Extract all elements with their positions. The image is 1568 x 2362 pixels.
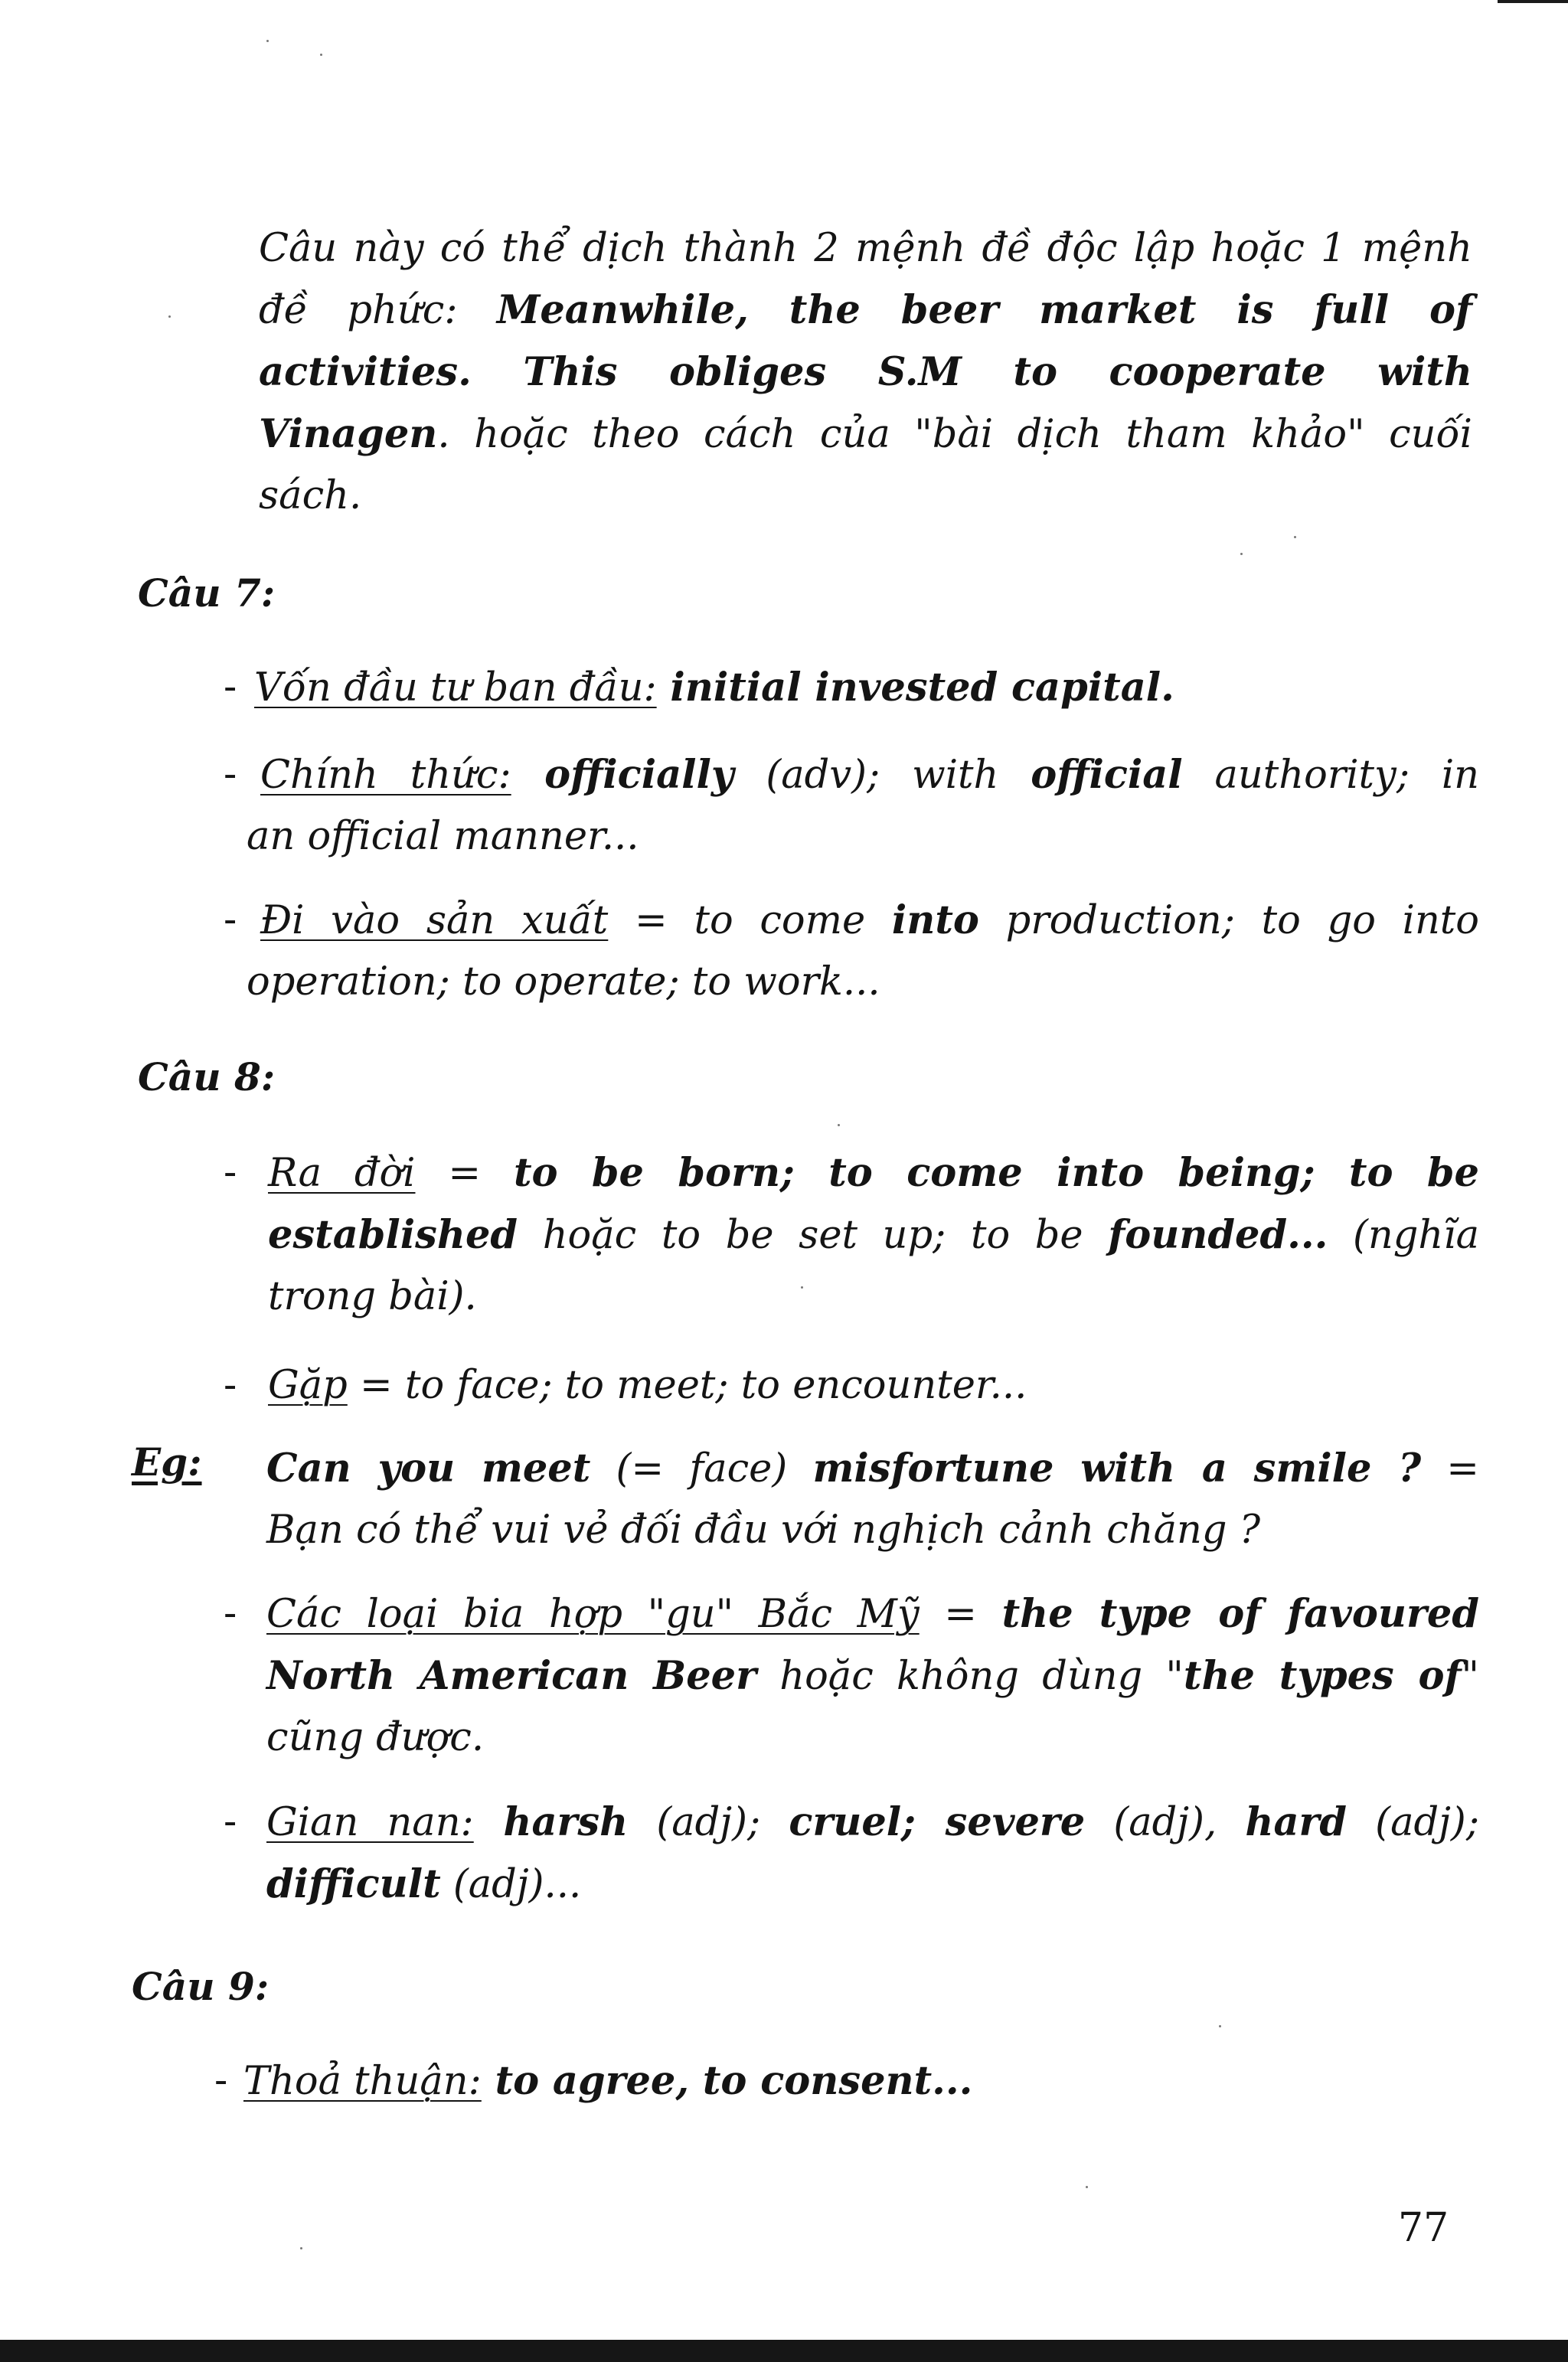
item-dash: - [224, 752, 237, 797]
scan-speck [168, 315, 171, 318]
scan-speck [1294, 536, 1296, 538]
term: Thoả thuận: [243, 2059, 482, 2104]
term: Gặp [268, 1363, 348, 1408]
intro-line-4: Vinagen. hoặc theo cách của "bài dịch tham khảo" cuối [259, 411, 1472, 457]
item-dash: - [224, 1150, 237, 1195]
cau-7-item-1: - Vốn đầu tư ban đầu: initial invested capital. [224, 657, 1479, 719]
scan-speck [801, 1286, 803, 1289]
cau-7-item-2: - Chính thức: officially (adv); with official authority; in an official manner... [224, 744, 1479, 867]
scan-speck [320, 54, 322, 56]
cau-8-item-4: - Gian nan: harsh (adj); cruel; severe (adj), hard (adj); difficult (adj)... [224, 1792, 1479, 1916]
item-dash: - [224, 897, 237, 943]
term: Gian nan: [266, 1800, 474, 1845]
item-dash: - [214, 2058, 228, 2103]
scan-speck [1219, 2025, 1221, 2027]
scan-speck [300, 2247, 302, 2249]
cau-7-heading: Câu 7: [138, 570, 276, 616]
intro-line-1: Câu này có thể dịch thành 2 mệnh đề độc lập hoặc 1 mệnh [259, 226, 1472, 271]
intro-line-2: đề phức: Meanwhile, the beer market is full of [259, 287, 1472, 333]
cau-8-item-3: - Các loại bia hợp "gu" Bắc Mỹ = the type of favoured North American Beer hoặc không dùng "the types of" cũng được. [224, 1583, 1479, 1769]
cau-9-heading: Câu 9: [132, 1964, 270, 2009]
example-sentence: Can you meet (= face) misfortune with a smile ? = Bạn có thể vui vẻ đối đầu với nghịch cảnh chăng ? [266, 1446, 1480, 1553]
term: Đi vào sản xuất [260, 898, 609, 943]
cau-8-item-2: - Gặp = to face; to meet; to encounter... [224, 1355, 1479, 1416]
cau-7-item-3: - Đi vào sản xuất = to come into production; to go into operation; to operate; to work... [224, 890, 1479, 1013]
term: Chính thức: [260, 753, 511, 798]
scan-speck [266, 40, 269, 42]
scan-speck [838, 1124, 840, 1126]
item-dash: - [224, 665, 237, 710]
intro-paragraph [259, 218, 1472, 527]
bottom-scan-edge [0, 2340, 1568, 2362]
cau-8-item-1: - Ra đời = to be born; to come into being; to be established hoặc to be set up; to be founded... (nghĩa trong bài). [224, 1142, 1479, 1328]
intro-line-5: sách. [259, 473, 362, 518]
scan-speck [1086, 2186, 1088, 2188]
term: Ra đời [268, 1151, 416, 1196]
example-label: Eg: [132, 1439, 202, 1485]
cau-9-item-1: - Thoả thuận: to agree, to consent... [214, 2050, 1478, 2112]
page-number: 77 [1398, 2205, 1449, 2251]
cau-8-heading: Câu 8: [138, 1054, 276, 1099]
item-dash: - [224, 1591, 237, 1636]
item-dash: - [224, 1799, 237, 1844]
term: Các loại bia hợp "gu" Bắc Mỹ [266, 1592, 920, 1637]
term: Vốn đầu tư ban đầu: [254, 665, 657, 711]
item-dash: - [224, 1363, 237, 1408]
intro-line-3: activities. This obliges S.M to cooperate with [259, 349, 1472, 395]
scan-speck [1240, 553, 1243, 555]
